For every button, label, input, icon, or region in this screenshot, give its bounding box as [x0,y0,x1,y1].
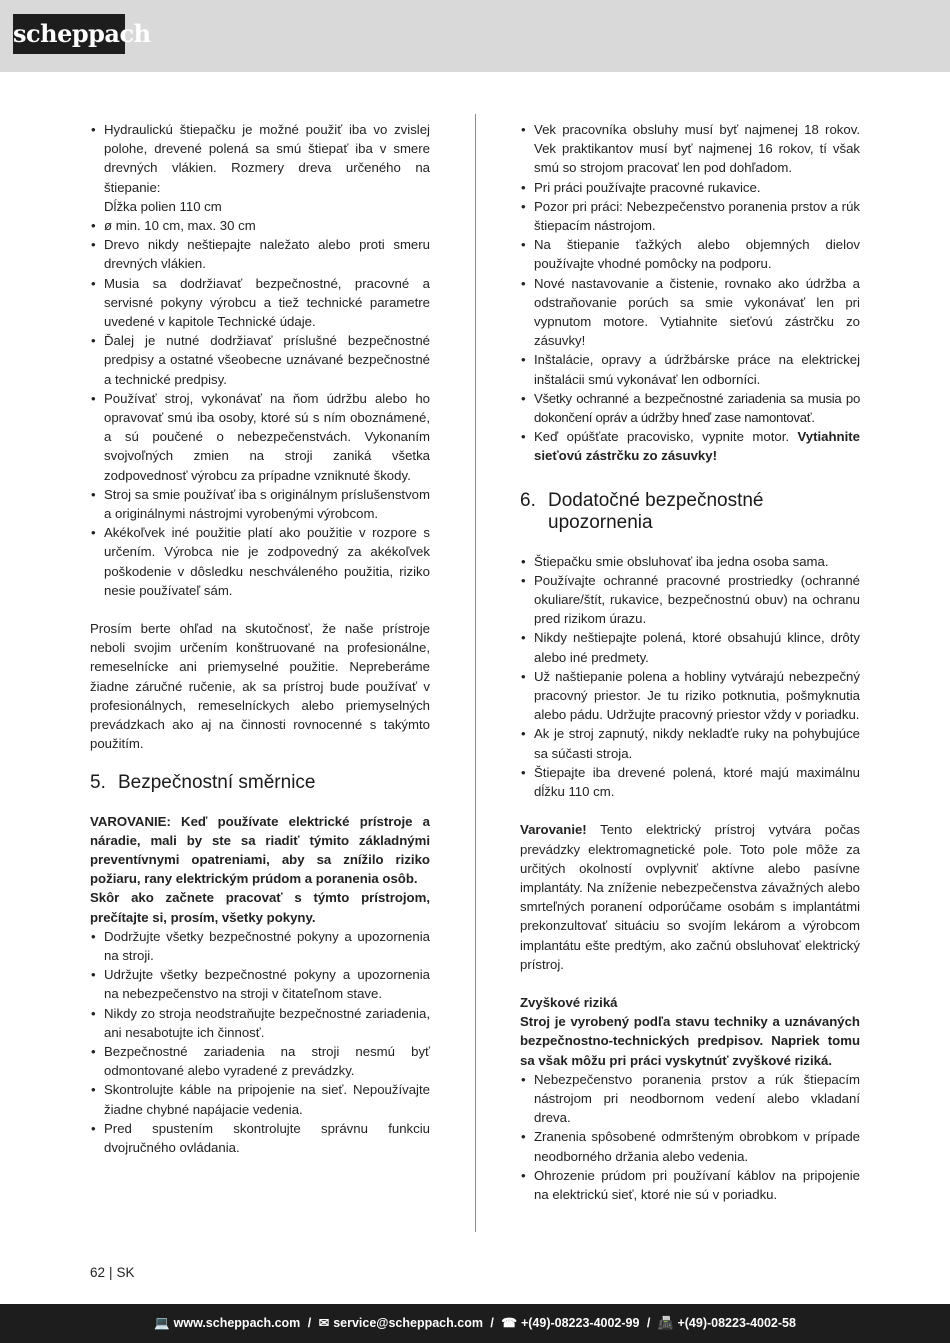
list-item: • Vek pracovníka obsluhy musí byť najmenej 18 rokov. Vek praktikantov musí byť najmenej 16 rokov, tí však smú so strojom pracovať len pod dohľadom. [520,120,860,178]
list-item-text: Keď opúšťate pracovisko, vypnite motor. [534,429,798,445]
section-title: Bezpečnostní směrnice [118,771,316,793]
usage-paragraph: Prosím berte ohľad na skutočnosť, že naše prístroje neboli svojim určením konštruované na profesionálne, remeselnícke ani priemyselné použitie. Nepreberáme žiadne záručné ručenie, ak sa prístroj bude používať v profesionálnych, remeselníckych alebo priemyselných prevádzkach ako aj na činnosti rovnocenné s takýmto použitím. [90,621,430,752]
list-item: • Stroj sa smie používať iba s originálnym príslušenstvom a originálnymi nástrojmi vyrobenými výrobcom. [90,485,430,523]
list-item: • Používajte ochranné pracovné prostriedky (ochranné okuliare/štít, rukavice, bezpečnostnú obuv) na ochranu pred rizikom úrazu. [520,571,860,629]
usage-list-cont [90,216,430,600]
fax-icon: 📠 [657,1316,674,1330]
page-language: SK [116,1265,135,1280]
list-item: • Štiepačku smie obsluhovať iba jedna osoba sama. [520,552,860,571]
list-item: • Musia sa dodržiavať bezpečnostné, pracovné a servisné pokyny výrobcu a tiež technické parametre uvedené v kapitole Technické údaje. [90,274,430,332]
residual-risks-title: Zvyškové riziká [520,994,618,1010]
list-item: • Všetky ochranné a bezpečnostné zariadenia sa musia po dokončení opráv a údržby hneď zase namontovať. [520,389,860,427]
list-item: • Udržujte všetky bezpečnostné pokyny a upozornenia na nebezpečenstvo na stroji v čitateľnom stave. [90,965,430,1003]
list-item: • Inštalácie, opravy a údržbárske práce na elektrickej inštalácii smú vykonávať len odborníci. [520,350,860,388]
list-item: • Pozor pri práci: Nebezpečenstvo poranenia prstov a rúk štiepacím nástrojom. [520,197,860,235]
list-item [520,427,860,465]
list-item: • Už naštiepanie polena a hobliny vytvárajú nebezpečný pracovný priestor. Je tu riziko potknutia, pošmyknutia alebo pádu. Udržujte pracovný priestor vždy v poriadku. [520,667,860,725]
emf-warning [520,820,860,974]
footer-fax: +(49)-08223-4002-58 [677,1316,796,1330]
list-item: • Zranenia spôsobené odmršteným obrobkom v prípade neodborného držania alebo vedenia. [520,1127,860,1165]
section-number: 5. [90,771,106,793]
additional-safety-list [520,552,860,802]
operator-list [520,120,860,466]
list-item: • Drevo nikdy neštiepajte naležato alebo proti smeru drevných vlákien. [90,235,430,273]
warning-label: Varovanie! [520,822,587,838]
residual-risks-intro: Stroj je vyrobený podľa stavu techniky a uznávaných bezpečnostno-technických predpisov. Napriek tomu sa však môžu pri práci vyskytnúť zvyškové riziká. [520,1014,860,1068]
phone-icon: ☎ [501,1316,517,1330]
footer-bar: 💻 www.scheppach.com / ✉ service@scheppach.com / ☎ +(49)-08223-4002-99 / 📠 +(49)-08223-4002-58 [0,1304,950,1343]
list-item: • Skontrolujte káble na pripojenie na sieť. Nepoužívajte žiadne chybné napájacie vedenia. [90,1080,430,1118]
warning-text: VAROVANIE: Keď používate elektrické prístroje a náradie, mali by ste sa riadiť týmito základnými preventívnymi opatreniami, aby sa znížilo riziko požiaru, rany elektrickým prúdom a poranenia osôb. [90,813,430,887]
footer-email[interactable]: service@scheppach.com [333,1316,483,1330]
list-item: • Ďalej je nutné dodržiavať príslušné bezpečnostné predpisy a ostatné všeobecne uznávané bezpečnostné a technické predpisy. [90,331,430,389]
list-item: • Ohrozenie prúdom pri používaní káblov na pripojenie na elektrickú sieť, ktoré nie sú v poriadku. [520,1166,860,1204]
list-item: • Štiepajte iba drevené polená, ktoré majú maximálnu dĺžku 110 cm. [520,763,860,801]
laptop-icon: 💻 [154,1316,170,1330]
section-title: Dodatočné bezpečnostné upozornenia [548,489,764,533]
list-item: • Nikdy zo stroja neodstraňujte bezpečnostné zariadenia, ani nesabotujte ich činnosť. [90,1004,430,1042]
list-item: • Nebezpečenstvo poranenia prstov a rúk štiepacím nástrojom pri neodbornom vedení alebo vkladaní dreva. [520,1070,860,1128]
list-item: • Pred spustením skontrolujte správnu funkciu dvojručného ovládania. [90,1119,430,1157]
list-item: • Ak je stroj zapnutý, nikdy nekladťe ruky na pohybujúce sa súčasti stroja. [520,724,860,762]
left-column [90,120,430,1157]
safety-list [90,927,430,1157]
section-heading-6 [520,490,860,534]
list-item: • Nikdy neštiepajte polená, ktoré obsahujú klince, drôty alebo iné predmety. [520,628,860,666]
residual-risks-list [520,1070,860,1204]
list-item: • Akékoľvek iné použitie platí ako použitie v rozpore s určením. Výrobca nie je zodpovedný za akékoľvek poškodenie v dôsledku neschváleného použitia, riziko nesie používateľ sám. [90,523,430,600]
page-number-value: 62 [90,1265,106,1280]
usage-list [90,120,430,197]
mail-icon: ✉ [318,1316,330,1330]
list-item: • Používať stroj, vykonávať na ňom údržbu alebo ho opravovať smú iba osoby, ktoré sú s ním oboznámené, a sú poučené o nebezpečenstvách. Vykonaním svojvoľných zmien na stroji zaniká všetka zodpovednosť výrobcu za prípadne vzniknuté škody. [90,389,430,485]
list-item: • Dodržujte všetky bezpečnostné pokyny a upozornenia na stroji. [90,927,430,965]
header-bar [0,0,950,72]
list-item: • Nové nastavovanie a čistenie, rovnako ako údržba a odstraňovanie porúch sa smie vykonávať len pri vypnutom motore. Vytiahnite sieťovú zástrčku zo zásuvky! [520,274,860,351]
list-item: Dĺžka polien 110 cm [104,198,222,214]
warning-body: Tento elektrický prístroj vytvára počas prevádzky elektromagnetické pole. Toto pole môže za určitých okolností ovplyvniť aktívne alebo pasívne implantáty. Na zníženie nebezpečenstva závažných alebo smrteľných poranení odporúčame osobám s implantátmi prekonzultovať situáciu so svojím lekárom a výrobcom implantátu ešte predtým, ako začnú obsluhovať elektrický prístroj. [520,822,860,972]
footer-phone: +(49)-08223-4002-99 [520,1316,640,1330]
list-item: • Na štiepanie ťažkých alebo objemných dielov používajte vhodné pomôcky na podporu. [520,235,860,273]
footer-web[interactable]: www.scheppach.com [173,1316,301,1330]
section-heading-5 [90,772,430,794]
list-item: • Bezpečnostné zariadenia na stroji nesmú byť odmontované alebo vyradené z prevádzky. [90,1042,430,1080]
list-item: • Pri práci používajte pracovné rukavice. [520,178,860,197]
list-item: • Hydraulickú štiepačku je možné použiť iba vo zvislej polohe, drevené polená sa smú štiepať iba v smere drevných vlákien. Rozmery dreva určeného na štiepanie: [90,120,430,197]
column-divider [475,114,476,1232]
section-number: 6. [520,489,536,511]
brand-logo: scheppach [13,14,125,54]
right-column [520,120,860,1204]
list-item: • ø min. 10 cm, max. 30 cm [90,216,430,235]
list-item-bold: Vytiahnite sieťovú zástrčku zo zásuvky! [534,429,860,464]
instruction-text: Skôr ako začnete pracovať s týmto prístrojom, prečítajte si, prosím, všetky pokyny. [90,890,430,925]
page-number: 62 | SK [90,1265,135,1280]
